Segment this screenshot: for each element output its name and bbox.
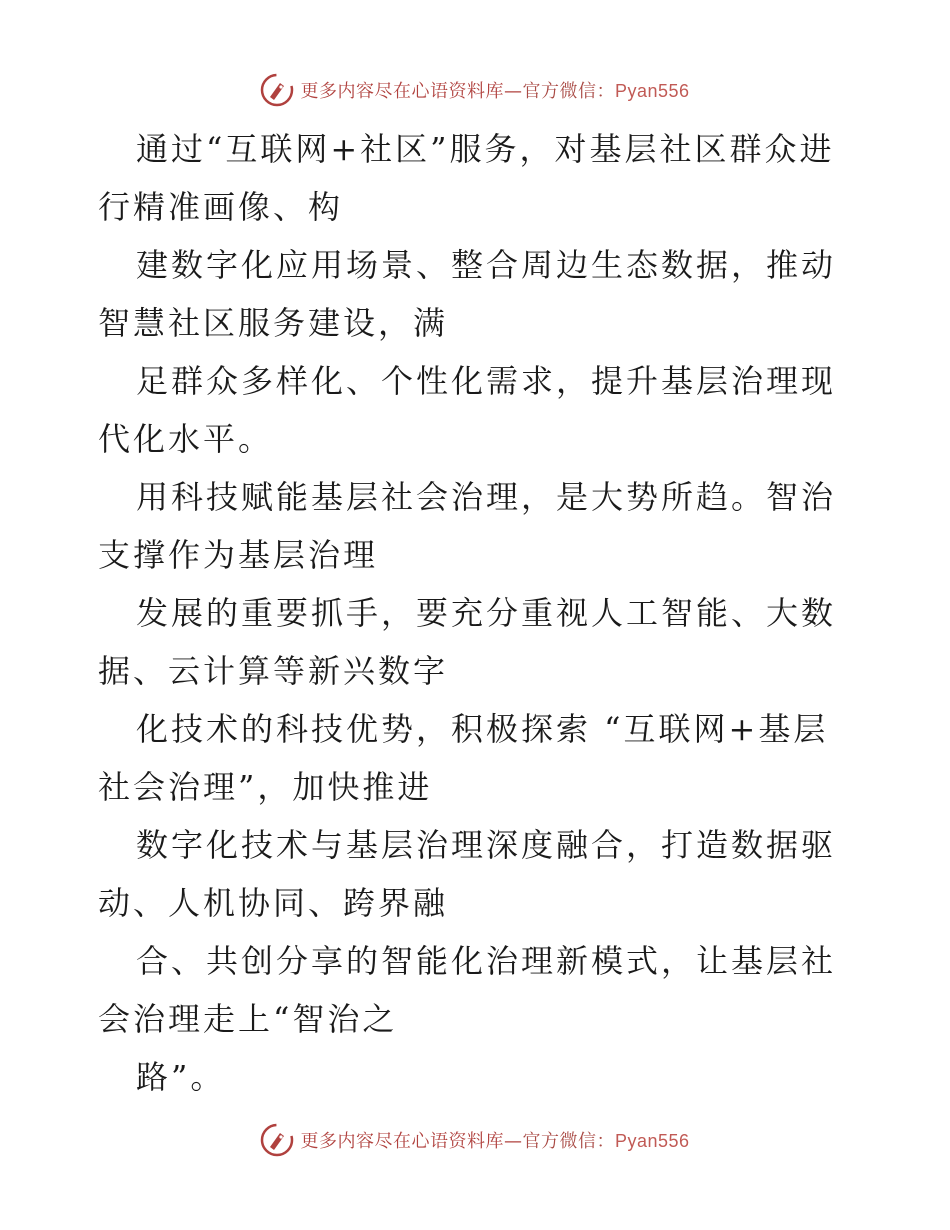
pen-nib-seal-icon — [260, 1123, 294, 1157]
document-body — [98, 120, 858, 1106]
paragraph — [98, 352, 858, 468]
watermark-wechat-id: Pyan556 — [614, 81, 690, 101]
paragraph-line: 合、共创分享的智能化治理新模式，让基层社会 — [98, 942, 837, 1038]
paragraph-line: 通过“互联网+社区”服务，对基层社区群众进 — [136, 130, 835, 168]
paragraph — [98, 932, 858, 1048]
paragraph — [98, 700, 858, 816]
pen-nib-seal-icon — [260, 73, 294, 107]
paragraph — [98, 236, 858, 352]
paragraph — [98, 584, 858, 700]
paragraph — [98, 120, 858, 236]
footer-watermark — [0, 1120, 950, 1160]
paragraph — [98, 816, 858, 932]
watermark-site: 更多内容尽在心语资料库 — [300, 1131, 504, 1152]
watermark-text — [300, 77, 689, 103]
paragraph-line: 撑作为基层治理 — [133, 536, 379, 574]
paragraph — [98, 468, 858, 584]
paragraph — [98, 1048, 858, 1106]
watermark-wechat-label: 官方微信： — [522, 1131, 615, 1152]
paragraph-line: 化技术的科技优势，积极探索 “互联网+基层社 — [98, 710, 829, 806]
paragraph-line: 数字化技术与基层治理深度融合，打造数据驱 — [136, 826, 837, 864]
paragraph-line: 慧社区服务建设，满 — [133, 304, 449, 342]
paragraph-line: 动、人机协同、跨界融 — [98, 884, 449, 922]
header-watermark — [0, 70, 950, 110]
paragraph-line: 用科技赋能基层社会治理，是大势所趋。智治支 — [98, 478, 837, 574]
watermark-site: 更多内容尽在心语资料库 — [300, 81, 504, 102]
paragraph-line: 会治理”，加快推进 — [133, 768, 433, 806]
paragraph-line: 足群众多样化、个性化需求，提升基层治理现代 — [98, 362, 837, 458]
watermark-text — [300, 1127, 689, 1153]
watermark-wechat-id: Pyan556 — [614, 1131, 690, 1151]
paragraph-line: 路”。 — [136, 1058, 226, 1096]
paragraph-line: 发展的重要抓手，要充分重视人工智能、大数 — [136, 594, 837, 632]
paragraph-line: 建数字化应用场景、整合周边生态数据，推动智 — [98, 246, 837, 342]
paragraph-line: 据、云计算等新兴数字 — [98, 652, 449, 690]
watermark-separator: — — [503, 1131, 523, 1152]
watermark-wechat-label: 官方微信： — [522, 81, 615, 102]
paragraph-line: 化水平。 — [133, 420, 274, 458]
paragraph-line: 行精准画像、构 — [98, 188, 344, 226]
watermark-separator: — — [503, 81, 523, 102]
paragraph-line: 治理走上“智治之 — [133, 1000, 398, 1038]
